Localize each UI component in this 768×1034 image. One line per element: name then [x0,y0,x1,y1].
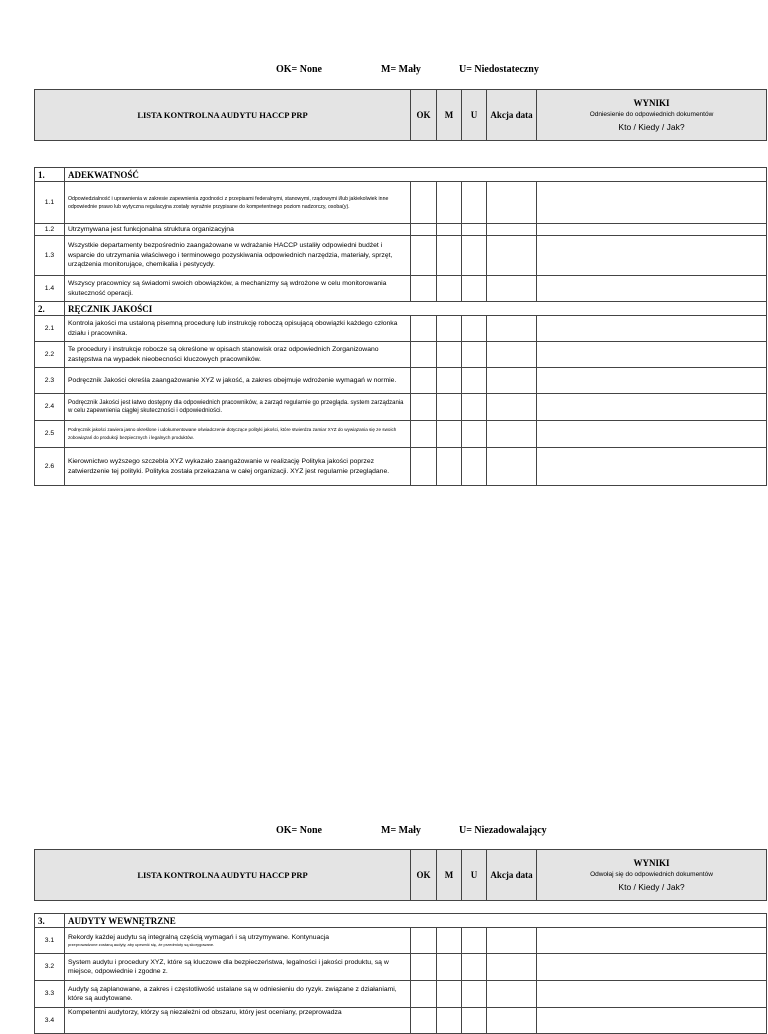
wyniki-kto: Kto / Kiedy / Jak? [618,122,685,132]
table-row [35,394,767,421]
akcja-cell[interactable] [487,394,537,421]
section-row [35,302,767,316]
u-cell[interactable] [462,316,487,342]
table-row [35,368,767,394]
wyniki-cell[interactable] [537,224,767,236]
akcja-cell[interactable] [487,981,537,1008]
table-row [35,928,767,954]
wyniki-cell[interactable] [537,981,767,1008]
section-row [35,914,767,928]
legend-ok: OK= None [276,64,322,75]
item-text: Wszystkie departamenty bezpośrednio zaangażowane w wdrażanie HACCP ustaliły odpowiedni budżet i wsparcie do utrzymania właściwego i terminowego pozyskiwania odpowiednich narzędzia, materiały, sprzęt, urządzenia monitorujące, chemikalia i pestycydy. [65,236,411,276]
header-table-1 [34,89,767,141]
akcja-cell[interactable] [487,448,537,486]
ok-cell[interactable] [411,276,437,302]
col-u: U [462,850,487,901]
m-cell[interactable] [437,224,462,236]
col-akcja: Akcja data [487,850,537,901]
m-cell[interactable] [437,448,462,486]
section-num: 2. [35,302,65,316]
item-num: 3.4 [35,1008,65,1034]
item-num: 1.1 [35,182,65,224]
section-num: 3. [35,914,65,928]
legend-m: M= Mały [381,825,421,836]
item-num: 1.2 [35,224,65,236]
wyniki-cell[interactable] [537,316,767,342]
m-cell[interactable] [437,421,462,448]
ok-cell[interactable] [411,448,437,486]
u-cell[interactable] [462,236,487,276]
u-cell[interactable] [462,182,487,224]
ok-cell[interactable] [411,394,437,421]
m-cell[interactable] [437,342,462,368]
wyniki-cell[interactable] [537,421,767,448]
u-cell[interactable] [462,276,487,302]
table-row [35,421,767,448]
item-num: 2.2 [35,342,65,368]
col-m: M [437,850,462,901]
wyniki-cell[interactable] [537,1008,767,1034]
akcja-cell[interactable] [487,928,537,954]
table-row [35,236,767,276]
m-cell[interactable] [437,182,462,224]
table-row [35,981,767,1008]
table-row [35,448,767,486]
item-text: Kontrola jakości ma ustaloną pisemną procedurę lub instrukcję roboczą opisującą obowiązki każdego członka działu i pracownika. [65,316,411,342]
akcja-cell[interactable] [487,182,537,224]
ok-cell[interactable] [411,224,437,236]
checklist-table-2 [34,913,767,1034]
m-cell[interactable] [437,316,462,342]
col-ok: OK [411,90,437,141]
section-title: RĘCZNIK JAKOŚCI [65,302,767,316]
akcja-cell[interactable] [487,276,537,302]
item-text: Audyty są zaplanowane, a zakres i częstotliwość ustalane są w odniesieniu do ryzyk. związane z działaniami, które są audytowane. [65,981,411,1008]
akcja-cell[interactable] [487,421,537,448]
u-cell[interactable] [462,224,487,236]
akcja-cell[interactable] [487,316,537,342]
item-num: 1.4 [35,276,65,302]
wyniki-sub: Odwołaj się do odpowiednich dokumentów [590,871,713,878]
table-row [35,316,767,342]
legend-u: U= Niezadowalający [459,825,547,836]
u-cell[interactable] [462,342,487,368]
wyniki-kto: Kto / Kiedy / Jak? [618,882,685,892]
item-text: Podręcznik jakości zawiera jasno określone i udokumentowane oświadczenie dotyczące polityki jakości, które stwierdza zamiar XYZ do wywiązania się ze swoich zobowiązań do produkcji bezpiecznych i legalnych produktów. [65,421,411,448]
item-subtext: przeprowadzone zostaną audyty, aby upewnić się, że przedmioty są skorygowane. [68,942,215,948]
wyniki-title: WYNIKI [633,858,670,868]
item-text: Podręcznik Jakości jest łatwo dostępny dla odpowiednich pracowników, a zarząd regularnie go przegląda. system zarządzania w celu zapewnienia ciągłej skuteczności i odpowiedniości. [65,394,411,421]
wyniki-cell[interactable] [537,342,767,368]
col-m: M [437,90,462,141]
akcja-cell[interactable] [487,342,537,368]
section-title: ADEKWATNOŚĆ [65,168,767,182]
ok-cell[interactable] [411,182,437,224]
table-row [35,224,767,236]
item-text: Podręcznik Jakości określa zaangażowanie XYZ w jakość, a zakres obejmuje wdrożenie wymagań w normie. [65,368,411,394]
akcja-cell[interactable] [487,236,537,276]
wyniki-cell[interactable] [537,928,767,954]
item-text: Odpowiedzialność i uprawnienia w zakresie zapewnienia zgodności z przepisami federalnymi, stanowymi, rządowymi i/lub jakiekolwiek inne odpowiednie prawo lub wytyczna regulacyjna zostały wyraźnie przypisane do kompetentnego poziom nadzorczy, osoba(y). [65,182,411,224]
table-row [35,276,767,302]
akcja-cell[interactable] [487,1008,537,1034]
ok-cell[interactable] [411,236,437,276]
table-row [35,954,767,981]
item-text: Wszyscy pracownicy są świadomi swoich obowiązków, a mechanizmy są wdrożone w celu monitorowania skuteczność operacji. [65,276,411,302]
wyniki-cell[interactable] [537,368,767,394]
item-text: System audytu i procedury XYZ, które są kluczowe dla bezpieczeństwa, legalności i jakości produktu, są w miejsce, odpowiednie i zgodne z. [65,954,411,981]
u-cell[interactable] [462,954,487,981]
item-text: Utrzymywana jest funkcjonalna struktura organizacyjna [65,224,411,236]
checklist-title: LISTA KONTROLNA AUDYTU HACCP PRP [35,850,411,901]
item-num: 1.3 [35,236,65,276]
checklist-table-1 [34,167,767,486]
item-num: 3.1 [35,928,65,954]
item-num: 2.1 [35,316,65,342]
col-akcja: Akcja data [487,90,537,141]
table-row [35,182,767,224]
m-cell[interactable] [437,928,462,954]
wyniki-cell[interactable] [537,448,767,486]
ok-cell[interactable] [411,1008,437,1034]
wyniki-cell[interactable] [537,954,767,981]
item-num: 2.6 [35,448,65,486]
u-cell[interactable] [462,368,487,394]
m-cell[interactable] [437,394,462,421]
item-text: Te procedury i instrukcje robocze są określone w opisach stanowisk oraz odpowiednich Zorganizowano zastępstwa na wypadek nieobecności kluczowych pracowników. [65,342,411,368]
m-cell[interactable] [437,236,462,276]
item-text: Kierownictwo wyższego szczebla XYZ wykazało zaangażowanie w realizację Polityka jakości poprzez zatwierdzenie tej polityki. Polityka została przekazana w całej organizacji. XYZ jest regularnie przeglądane. [65,448,411,486]
table-row [35,342,767,368]
wyniki-cell[interactable] [537,182,767,224]
m-cell[interactable] [437,954,462,981]
legend-u: U= Niedostateczny [459,64,539,75]
item-num: 3.2 [35,954,65,981]
u-cell[interactable] [462,421,487,448]
ok-cell[interactable] [411,421,437,448]
item-text: Kompetentni audytorzy, którzy są niezależni od obszaru, który jest oceniany, przeprowadza [65,1008,411,1034]
wyniki-cell[interactable] [537,394,767,421]
u-cell[interactable] [462,928,487,954]
m-cell[interactable] [437,276,462,302]
m-cell[interactable] [437,368,462,394]
ok-cell[interactable] [411,342,437,368]
m-cell[interactable] [437,981,462,1008]
item-num: 2.3 [35,368,65,394]
u-cell[interactable] [462,448,487,486]
section-title: AUDYTY WEWNĘTRZNE [65,914,767,928]
item-num: 2.5 [35,421,65,448]
akcja-cell[interactable] [487,954,537,981]
akcja-cell[interactable] [487,224,537,236]
header-table-2 [34,849,767,901]
col-ok: OK [411,850,437,901]
checklist-title: LISTA KONTROLNA AUDYTU HACCP PRP [35,90,411,141]
ok-cell[interactable] [411,368,437,394]
wyniki-title: WYNIKI [633,98,670,108]
ok-cell[interactable] [411,954,437,981]
ok-cell[interactable] [411,316,437,342]
col-wyniki [537,850,767,901]
ok-cell[interactable] [411,928,437,954]
item-num: 3.3 [35,981,65,1008]
wyniki-sub: Odniesienie do odpowiednich dokumentów [589,111,714,118]
section-row [35,168,767,182]
item-num: 2.4 [35,394,65,421]
col-wyniki [537,90,767,141]
legend-m: M= Mały [381,64,421,75]
legend-ok: OK= None [276,825,322,836]
table-row [35,1008,767,1034]
item-text-cell [65,928,411,954]
m-cell[interactable] [437,1008,462,1034]
section-num: 1. [35,168,65,182]
wyniki-cell[interactable] [537,276,767,302]
ok-cell[interactable] [411,981,437,1008]
item-text: Rekordy każdej audytu są integralną częścią wymagań i są utrzymywane. Kontynuacja [68,933,330,941]
u-cell[interactable] [462,1008,487,1034]
col-u: U [462,90,487,141]
u-cell[interactable] [462,981,487,1008]
u-cell[interactable] [462,394,487,421]
wyniki-cell[interactable] [537,236,767,276]
akcja-cell[interactable] [487,368,537,394]
